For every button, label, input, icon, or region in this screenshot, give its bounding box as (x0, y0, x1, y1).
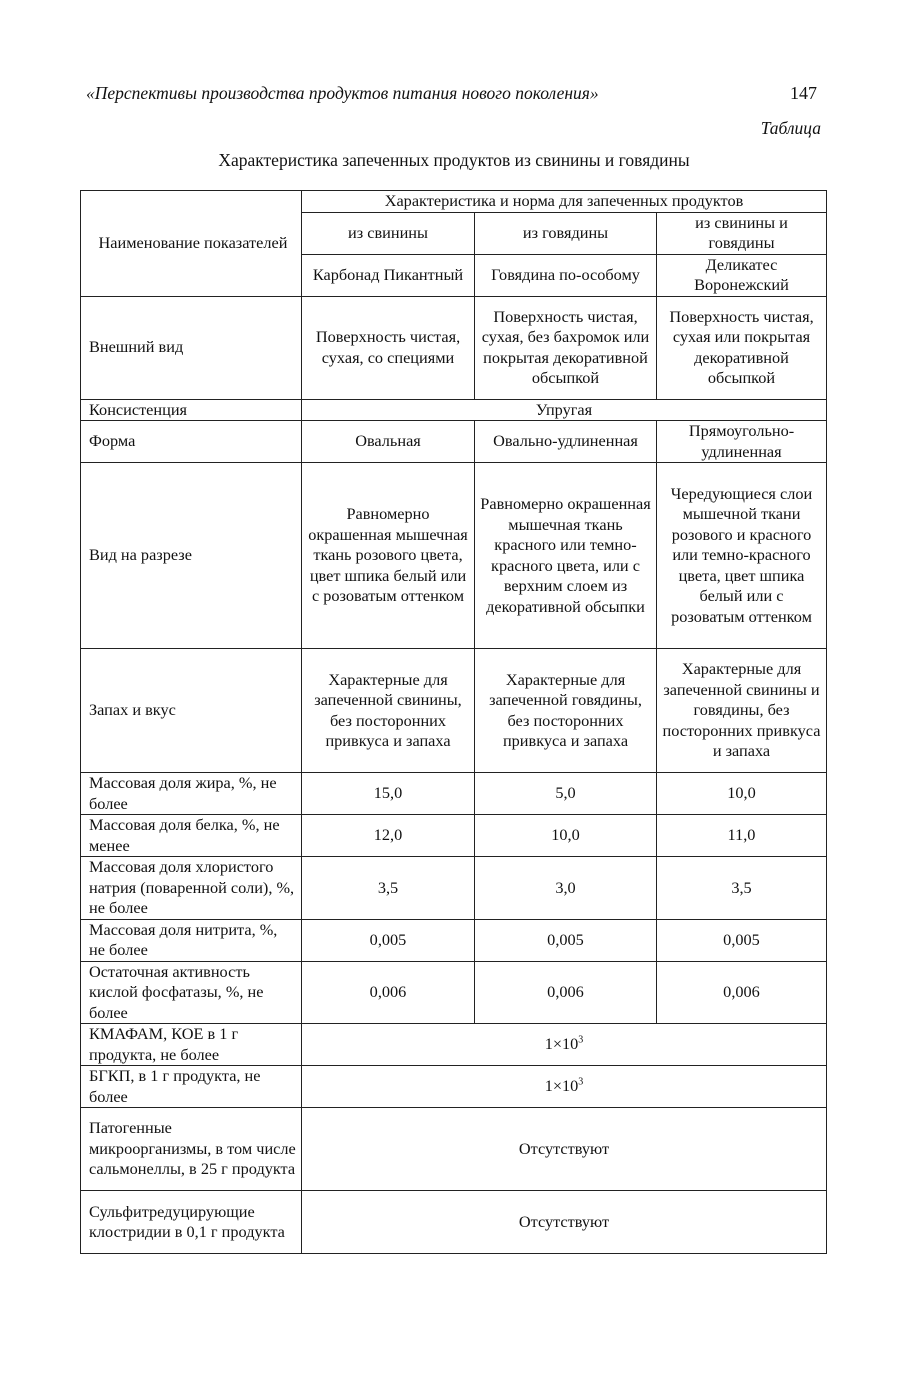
value-cell: 0,005 (657, 919, 827, 961)
table-row (81, 399, 827, 421)
row-label: Патогенные микроорганизмы, в том числе сальмонеллы, в 25 г продукта (81, 1108, 302, 1191)
table-row (81, 296, 827, 399)
row-label: Массовая доля белка, %, не менее (81, 815, 302, 857)
row-label: Консистенция (81, 399, 302, 421)
table-row (81, 1066, 827, 1108)
running-title: «Перспективы производства продуктов питания нового поколения» (86, 83, 599, 103)
row-label: Внешний вид (81, 296, 302, 399)
row-label: Массовая доля нитрита, %, не более (81, 919, 302, 961)
product-name-cell: Деликатес Воронежский (657, 254, 827, 296)
raw-material-cell: из говядины (475, 212, 657, 254)
value-cell: 0,006 (475, 961, 657, 1024)
value-cell: Поверхность чистая, сухая, со специями (302, 296, 475, 399)
table-label: Таблица (760, 118, 821, 138)
row-label: Запах и вкус (81, 649, 302, 773)
table-title: Характеристика запеченных продуктов из свинины и говядины (218, 150, 690, 170)
header-row-group (81, 191, 827, 213)
row-label: Остаточная активность кислой фосфатазы, %, не более (81, 961, 302, 1024)
value-cell: Упругая (302, 399, 827, 421)
value-cell: 5,0 (475, 773, 657, 815)
value-cell: $1\times 10^3$ (302, 1024, 827, 1066)
value-cell: Характерные для запеченной свинины и говядины, без посторонних привкуса и запаха (657, 649, 827, 773)
raw-material-cell: из свинины и говядины (657, 212, 827, 254)
group-header: Характеристика и норма для запеченных продуктов (302, 191, 827, 213)
value-cell: 0,005 (302, 919, 475, 961)
table-row (81, 1191, 827, 1254)
indicator-header: Наименование показателей (81, 191, 302, 297)
product-name-cell: Говядина по-особому (475, 254, 657, 296)
page-number: 147 (790, 83, 817, 103)
value-cell: Поверхность чистая, сухая, без бахромок или покрытая декоративной обсыпкой (475, 296, 657, 399)
table-row (81, 649, 827, 773)
table-row (81, 857, 827, 920)
value-cell: 0,006 (302, 961, 475, 1024)
value-cell: 10,0 (475, 815, 657, 857)
value-cell: 0,005 (475, 919, 657, 961)
table-row (81, 1108, 827, 1191)
row-label: Вид на разрезе (81, 463, 302, 649)
table-row (81, 815, 827, 857)
value-cell: Овально-удлиненная (475, 421, 657, 463)
value-cell: Овальная (302, 421, 475, 463)
value-cell: Поверхность чистая, сухая или покрытая декоративной обсыпкой (657, 296, 827, 399)
table-row (81, 421, 827, 463)
value-cell: Отсутствуют (302, 1191, 827, 1254)
value-cell: $1\times 10^3$ (302, 1066, 827, 1108)
row-label: Массовая доля жира, %, не более (81, 773, 302, 815)
value-cell: Отсутствуют (302, 1108, 827, 1191)
row-label: КМАФАМ, КОЕ в 1 г продукта, не более (81, 1024, 302, 1066)
table-row (81, 919, 827, 961)
value-cell: 10,0 (657, 773, 827, 815)
value-cell: 12,0 (302, 815, 475, 857)
value-cell: Равномерно окрашенная мышечная ткань красного или темно-красного цвета, или с верхним слоем из декоративной обсыпки (475, 463, 657, 649)
product-name-cell: Карбонад Пикантный (302, 254, 475, 296)
value-cell: 15,0 (302, 773, 475, 815)
value-cell: 11,0 (657, 815, 827, 857)
value-cell: 3,5 (302, 857, 475, 920)
value-cell: Равномерно окрашенная мышечная ткань розового цвета, цвет шпика белый или с розоватым оттенком (302, 463, 475, 649)
value-cell: Чередующиеся слои мышечной ткани розового и красного или темно-красного цвета, цвет шпика белый или с розоватым оттенком (657, 463, 827, 649)
value-cell: 0,006 (657, 961, 827, 1024)
raw-material-cell: из свинины (302, 212, 475, 254)
row-label: Форма (81, 421, 302, 463)
table-row (81, 463, 827, 649)
table-row (81, 961, 827, 1024)
table-row (81, 1024, 827, 1066)
value-cell: Характерные для запеченной говядины, без посторонних привкуса и запаха (475, 649, 657, 773)
value-cell: Характерные для запеченной свинины, без посторонних привкуса и запаха (302, 649, 475, 773)
row-label: Сульфитредуцирующие клостридии в 0,1 г продукта (81, 1191, 302, 1254)
row-label: Массовая доля хлористого натрия (поваренной соли), %, не более (81, 857, 302, 920)
value-cell: 3,0 (475, 857, 657, 920)
row-label: БГКП, в 1 г продукта, не более (81, 1066, 302, 1108)
characteristics-table (80, 190, 827, 1254)
value-cell: Прямоугольно-удлиненная (657, 421, 827, 463)
table-row (81, 773, 827, 815)
value-cell: 3,5 (657, 857, 827, 920)
